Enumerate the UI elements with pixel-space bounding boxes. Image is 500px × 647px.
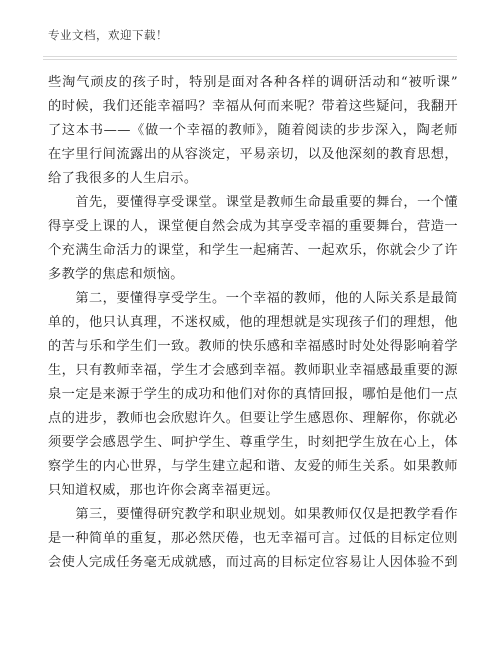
text-line: 的时候，我们还能幸福吗？幸福从何而来呢？带着这些疑问，我翻开 xyxy=(48,99,458,114)
text-line: 第二，要懂得享受学生。一个幸福的教师，他的人际关系是最简 xyxy=(48,291,458,306)
text-line: 第三，要懂得研究教学和职业规划。如果教师仅仅是把教学看作 xyxy=(48,507,458,522)
text-line: 泉一定是来源于学生的成功和他们对你的真情回报，哪怕是他们一点 xyxy=(48,387,458,402)
text-line: 首先，要懂得享受课堂。课堂是教师生命最重要的舞台，一个懂 xyxy=(48,195,458,210)
header-text: 专业文档，欢迎下载！ xyxy=(48,28,168,42)
text-line: 的苦与乐和学生们一致。教师的快乐感和幸福感时时处处得影响着学 xyxy=(48,339,458,354)
text-line: 生，只有教师幸福，学生才会感到幸福。教师职业幸福感最重要的源 xyxy=(48,363,458,378)
text-line: 只知道权威，那也许你会离幸福更远。 xyxy=(48,483,279,498)
text-line: 是一种简单的重复，那必然厌倦，也无幸福可言。过低的目标定位则 xyxy=(48,531,458,546)
text-line: 给了我很多的人生启示。 xyxy=(48,171,198,186)
header-divider-top xyxy=(43,56,457,57)
text-line: 会使人完成任务毫无成就感，而过高的目标定位容易让人因体验不到 xyxy=(48,555,458,570)
text-line: 在字里行间流露出的从容淡定，平易亲切，以及他深刻的教育思想， xyxy=(48,147,458,162)
text-line: 须要学会感恩学生、呵护学生、尊重学生，时刻把学生放在心上，体 xyxy=(48,435,458,450)
text-line: 多教学的焦虑和烦恼。 xyxy=(48,267,184,282)
text-line: 些淘气顽皮的孩子时，特别是面对各种各样的调研活动和“被听课” xyxy=(48,75,458,90)
text-line: 得享受上课的人，课堂便自然会成为其享受幸福的重要舞台，营造一 xyxy=(48,219,458,234)
header-divider-bottom xyxy=(43,59,457,60)
text-line: 单的，他只认真理，不迷权威，他的理想就是实现孩子们的理想，他 xyxy=(48,315,458,330)
text-line: 个充满生命活力的课堂，和学生一起痛苦、一起欢乐，你就会少了许 xyxy=(48,243,458,258)
text-line: 点的进步，教师也会欣慰许久。但要让学生感恩你、理解你，你就必 xyxy=(48,411,458,426)
text-line: 了这本书——《做一个幸福的教师》，随着阅读的步步深入，陶老师 xyxy=(48,123,458,138)
text-line: 察学生的内心世界，与学生建立起和谐、友爱的师生关系。如果教师 xyxy=(48,459,458,474)
